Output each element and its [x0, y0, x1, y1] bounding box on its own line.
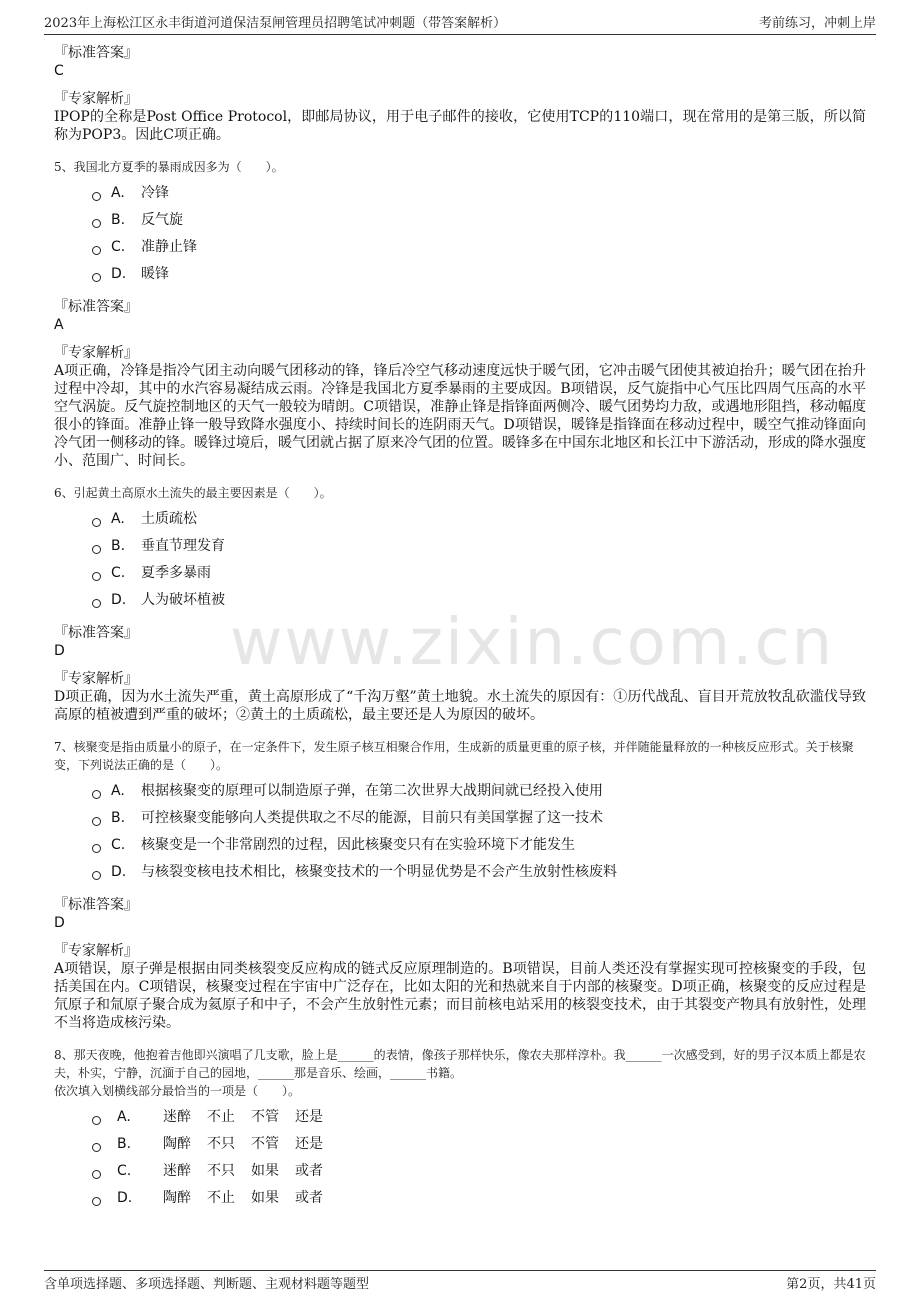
q5-option-d[interactable]: D. 暖锋	[92, 261, 866, 288]
q6-option-b[interactable]: B. 垂直节理发育	[92, 533, 866, 560]
q6-option-d[interactable]: D. 人为破坏植被	[92, 587, 866, 614]
radio-icon[interactable]	[92, 1170, 101, 1179]
q5-option-a[interactable]: A. 冷锋	[92, 180, 866, 207]
q4-answer: C	[54, 63, 64, 79]
q7-block	[54, 738, 866, 1032]
q7-option-c[interactable]: C. 核聚变是一个非常剧烈的过程，因此核聚变只有在实验环境下才能发生	[92, 832, 866, 859]
q5-analysis: A项正确，冷锋是指冷气团主动向暖气团移动的锋，锋后冷空气移动速度远快于暖气团，它冲击暖气团使其被迫抬升；暖气团在抬升过程中冷却，其中的水汽容易凝结成云雨。冷锋是我国北方夏季暴雨的主要成因。B项错误，反气旋指中心气压比四周气压高的水平空气涡旋。反气旋控制地区的天气一般较为晴朗。C项错误，准静止锋是指锋面两侧冷、暖气团势均力敌，或遇地形阻挡，移动幅度很小的锋面。准静止锋一般导致降水强度小、持续时间长的连阴雨天气。D项错误，暖锋是指锋面在移动过程中，暖空气推动锋面向冷气团一侧移动的锋。暖锋过境后，暖气团就占据了原来冷气团的位置。暖锋多在中国东北地区和长江中下游活动，形成的降水强度小、范围广、时间长。	[54, 363, 866, 469]
q8-option-c[interactable]: C. 迷醉 不只 如果 或者	[92, 1158, 866, 1185]
q7-option-b[interactable]: B. 可控核聚变能够向人类提供取之不尽的能源，目前只有美国掌握了这一技术	[92, 805, 866, 832]
q8-block	[54, 1046, 866, 1212]
q5-answer: A	[54, 317, 64, 333]
analysis-label: 『专家解析』	[54, 91, 138, 107]
radio-icon[interactable]	[92, 844, 101, 853]
q7-option-d[interactable]: D. 与核裂变核电技术相比，核聚变技术的一个明显优势是不会产生放射性核废料	[92, 859, 866, 886]
radio-icon[interactable]	[92, 1197, 101, 1206]
header-slogan: 考前练习，冲刺上岸	[758, 16, 876, 31]
page-number: 第2页，共41页	[786, 1277, 876, 1292]
radio-icon[interactable]	[92, 871, 101, 880]
q7-answer: D	[54, 915, 65, 931]
q8-option-a[interactable]: A. 迷醉 不止 不管 还是	[92, 1104, 866, 1131]
radio-icon[interactable]	[92, 219, 101, 228]
answer-label: 『标准答案』	[54, 897, 138, 913]
q5-option-c[interactable]: C. 准静止锋	[92, 234, 866, 261]
radio-icon[interactable]	[92, 817, 101, 826]
watermark: www.zixin.com.cn	[230, 606, 835, 680]
q5-option-b[interactable]: B. 反气旋	[92, 207, 866, 234]
answer-label: 『标准答案』	[54, 45, 138, 61]
q6-answer: D	[54, 643, 65, 659]
radio-icon[interactable]	[92, 545, 101, 554]
radio-icon[interactable]	[92, 246, 101, 255]
page-content	[54, 44, 866, 1222]
q6-analysis: D项正确，因为水土流失严重，黄土高原形成了“千沟万壑”黄土地貌。水土流失的原因有：①历代战乱、盲目开荒放牧乱砍滥伐导致高原的植被遭到严重的破坏；②黄土的土质疏松，最主要还是人为原因的破坏。	[54, 689, 866, 723]
radio-icon[interactable]	[92, 518, 101, 527]
footer-question-types: 含单项选择题、多项选择题、判断题、主观材料题等题型	[44, 1277, 370, 1292]
q8-options	[92, 1104, 866, 1212]
q5-options	[92, 180, 866, 288]
page-header	[44, 10, 876, 35]
q6-option-c[interactable]: C. 夏季多暴雨	[92, 560, 866, 587]
analysis-label: 『专家解析』	[54, 943, 138, 959]
radio-icon[interactable]	[92, 1116, 101, 1125]
q5-block	[54, 158, 866, 470]
q8-option-b[interactable]: B. 陶醉 不只 不管 还是	[92, 1131, 866, 1158]
radio-icon[interactable]	[92, 1143, 101, 1152]
q7-analysis: A项错误，原子弹是根据由同类核裂变反应构成的链式反应原理制造的。B项错误，目前人类还没有掌握实现可控核聚变的手段，包括美国在内。C项错误，核聚变过程在宇宙中广泛存在，比如太阳的光和热就来自于内部的核聚变。D项正确，核聚变的反应过程是氘原子和氚原子聚合成为氦原子和中子，不会产生放射性元素；而目前核电站采用的核裂变技术，由于其裂变产物具有放射性，处理不当将造成核污染。	[54, 961, 866, 1031]
q8-stem: 8、那天夜晚，他抱着吉他即兴演唱了几支歌，脸上是______的表情，像孩子那样快乐，像农夫那样淳朴。我______一次感受到，好的男子汉本质上都是农夫，朴实，宁静，沉湎于自己的园地，______那是音乐、绘画，______书籍。	[54, 1048, 866, 1080]
q5-stem: 5、我国北方夏季的暴雨成因多为（ ）。	[54, 160, 284, 174]
radio-icon[interactable]	[92, 599, 101, 608]
q4-block	[54, 44, 866, 144]
answer-label: 『标准答案』	[54, 299, 138, 315]
q7-options	[92, 778, 866, 886]
q7-option-a[interactable]: A. 根据核聚变的原理可以制造原子弹，在第二次世界大战期间就已经投入使用	[92, 778, 866, 805]
radio-icon[interactable]	[92, 790, 101, 799]
radio-icon[interactable]	[92, 192, 101, 201]
analysis-label: 『专家解析』	[54, 345, 138, 361]
q8-option-d[interactable]: D. 陶醉 不止 如果 或者	[92, 1185, 866, 1212]
radio-icon[interactable]	[92, 572, 101, 581]
document-title: 2023年上海松江区永丰街道河道保洁泵闸管理员招聘笔试冲刺题（带答案解析）	[44, 16, 507, 31]
radio-icon[interactable]	[92, 273, 101, 282]
q8-instruction: 依次填入划横线部分最恰当的一项是（ ）。	[54, 1084, 301, 1098]
q6-block	[54, 484, 866, 724]
q6-stem: 6、引起黄土高原水土流失的最主要因素是（ ）。	[54, 486, 332, 500]
answer-label: 『标准答案』	[54, 625, 138, 641]
q6-option-a[interactable]: A. 土质疏松	[92, 506, 866, 533]
analysis-label: 『专家解析』	[54, 671, 138, 687]
q6-options	[92, 506, 866, 614]
q4-analysis: IPOP的全称是Post Office Protocol，即邮局协议，用于电子邮件的接收，它使用TCP的110端口，现在常用的是第三版，所以简称为POP3。因此C项正确。	[54, 109, 866, 143]
q7-stem: 7、核聚变是指由质量小的原子，在一定条件下，发生原子核互相聚合作用，生成新的质量更重的原子核，并伴随能量释放的一种核反应形式。关于核聚变，下列说法正确的是（ ）。	[54, 740, 854, 772]
page-footer	[44, 1270, 876, 1295]
